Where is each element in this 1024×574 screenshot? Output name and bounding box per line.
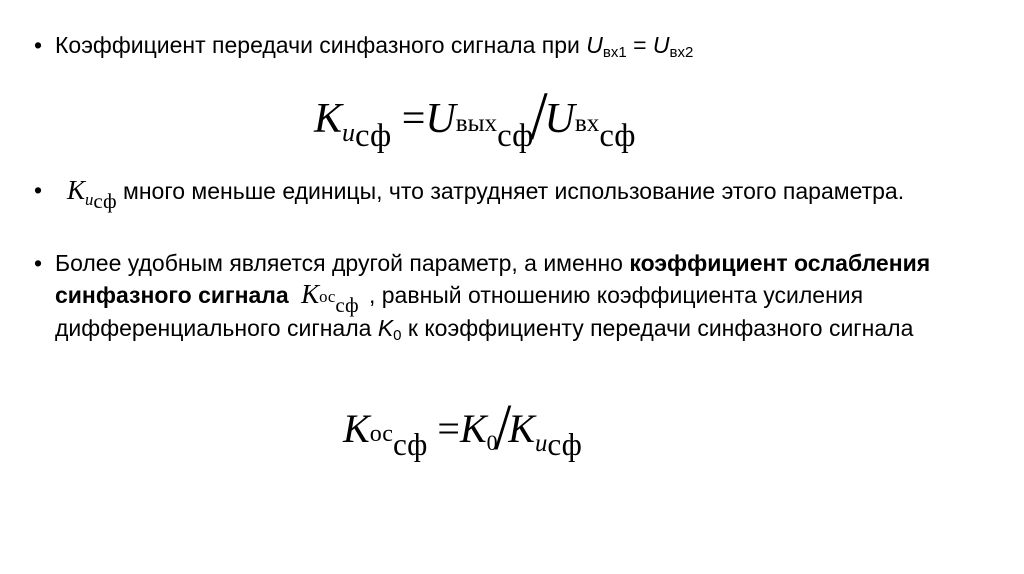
formula2-k: K xyxy=(343,406,370,451)
formula-u-out-sub-sf: сф xyxy=(497,117,534,154)
inline-k: K xyxy=(67,175,86,205)
formula2-k-u-sub-sf: сф xyxy=(547,427,582,463)
k0-symbol: K xyxy=(377,315,394,341)
inline-formula-k-u xyxy=(67,175,117,213)
formula-k: K xyxy=(314,96,343,142)
inline-koc-sub-oc: ос xyxy=(319,287,336,307)
bullet-marker: • xyxy=(34,250,43,276)
bullet-marker: • xyxy=(34,32,43,58)
bullet-marker: • xyxy=(34,177,43,203)
inline-koc-k: K xyxy=(301,279,320,309)
formula-u-out-sub: вых xyxy=(455,109,498,137)
inline-formula-k-oc xyxy=(301,279,359,317)
formula2-equals: = xyxy=(437,406,460,451)
formula-u-in: U xyxy=(544,96,575,142)
formula2-k0: K xyxy=(459,406,487,451)
bullet-3-text-3: к коэффициенту передачи синфазного сигнала xyxy=(401,315,914,341)
bullet-text xyxy=(55,248,999,344)
bullet-item-2 xyxy=(34,175,999,213)
formula2-k0-sub: 0 xyxy=(486,429,498,455)
formula-k-sub-sf: сф xyxy=(355,117,392,154)
u-input-1-sub: вх1 xyxy=(602,44,627,61)
formula-divide-slash: / xyxy=(530,77,548,155)
bullet-2-text: много меньше единицы, что затрудняет использование этого параметра. xyxy=(116,178,905,204)
u-input-2-sub: вх2 xyxy=(669,44,694,61)
formula-k-sub-u: u xyxy=(342,118,356,148)
bullet-text xyxy=(55,30,999,61)
formula-u-out: U xyxy=(425,96,456,142)
bullet-3-text-2: , равный отношению коэффициента усиления дифференциального сигнала xyxy=(55,282,864,341)
bullet-text xyxy=(55,175,999,213)
bullet-3-bold-term: коэффициент ослабления синфазного сигнала xyxy=(55,250,931,308)
u-input-1: U xyxy=(586,32,603,58)
formula2-k-u: K xyxy=(508,406,535,451)
inline-k-sub-u: u xyxy=(85,189,94,209)
bullet-3-text-1: Более удобным является другой параметр, а именно xyxy=(55,250,630,276)
formula2-k-sub-oc: ос xyxy=(369,420,393,447)
inline-koc-sub-sf: сф xyxy=(335,292,359,317)
k0-subscript: 0 xyxy=(393,327,402,344)
formula-u-in-sub: вх xyxy=(574,109,600,137)
equals-sign: = xyxy=(626,32,653,58)
bullet-1-text: Коэффициент передачи синфазного сигнала при xyxy=(55,32,587,58)
formula2-k-u-sub: u xyxy=(534,429,548,457)
formula-common-mode-transfer xyxy=(314,77,636,155)
bullet-item-1 xyxy=(34,30,999,61)
formula-u-in-sub-sf: сф xyxy=(599,117,636,154)
inline-k-sub-sf: сф xyxy=(93,188,117,213)
formula-equals: = xyxy=(401,96,426,142)
bullet-item-3 xyxy=(34,248,999,344)
formula-cmrr xyxy=(343,392,582,462)
formula2-k-sub-sf: сф xyxy=(392,427,428,463)
formula2-divide-slash: / xyxy=(494,390,512,464)
u-input-2: U xyxy=(652,32,670,58)
